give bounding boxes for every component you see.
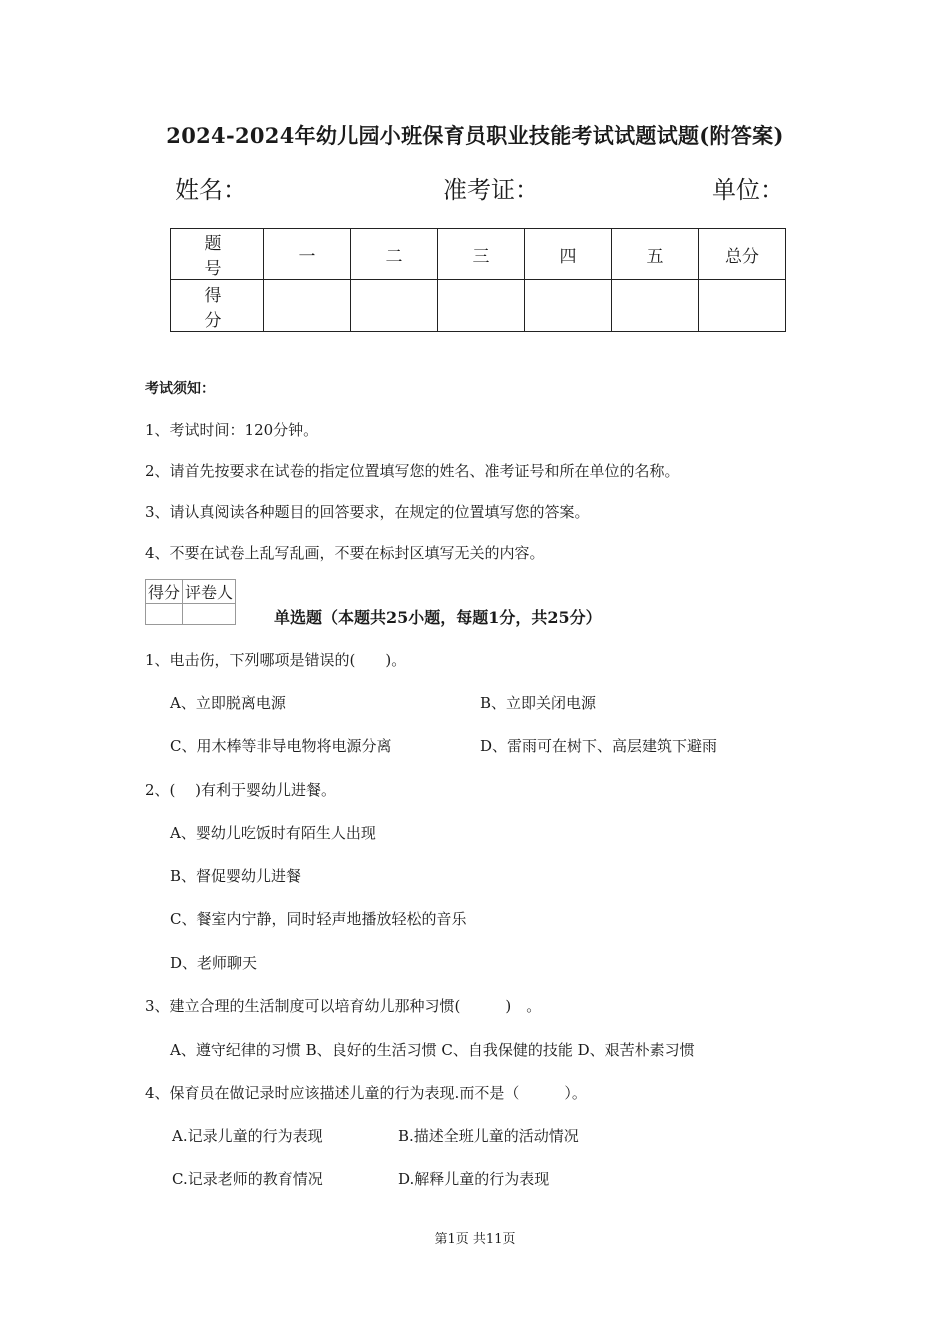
grader-name-cell[interactable] [183,604,236,625]
score-table-header-row [171,229,786,280]
option: D、雷雨可在树下、高层建筑下避雨 [480,737,718,755]
option: B.描述全班儿童的活动情况 [398,1127,579,1145]
score-table-col-total: 总分 [699,229,786,280]
score-table-col-2: 二 [351,229,438,280]
score-cell-4[interactable] [525,280,612,332]
option: A、遵守纪律的习惯 B、良好的生活习惯 C、自我保健的技能 D、艰苦朴素习惯 [170,1041,695,1059]
question-stem: 2、( )有利于婴幼儿进餐。 [145,781,337,799]
score-table-col-5: 五 [612,229,699,280]
note-item: 2、请首先按要求在试卷的指定位置填写您的姓名、准考证号和所在单位的名称。 [145,462,680,480]
page-footer: 第1页 共11页 [434,1232,516,1247]
question-stem: 1、电击伤，下列哪项是错误的( )。 [145,651,407,669]
score-table-question-label: 题 号 [171,229,264,280]
unit-field-label: 单位： [712,176,784,204]
option: A、立即脱离电源 [170,694,286,712]
score-table-col-3: 三 [438,229,525,280]
note-item: 3、请认真阅读各种题目的回答要求，在规定的位置填写您的答案。 [145,503,590,521]
score-table-score-label: 得 分 [171,280,264,332]
grader-score-label: 得分 [146,580,183,604]
grader-box [145,579,236,625]
score-cell-5[interactable] [612,280,699,332]
option: B、督促婴幼儿进餐 [170,867,302,885]
score-table-score-row [171,280,786,332]
question-stem: 3、建立合理的生活制度可以培育幼儿那种习惯( ) 。 [145,997,542,1015]
option: D.解释儿童的行为表现 [398,1170,550,1188]
option: A、婴幼儿吃饭时有陌生人出现 [170,824,376,842]
grader-score-cell[interactable] [146,604,183,625]
score-cell-1[interactable] [264,280,351,332]
option: D、老师聊天 [170,954,258,972]
grader-name-label: 评卷人 [183,580,236,604]
note-item: 4、不要在试卷上乱写乱画，不要在标封区填写无关的内容。 [145,544,545,562]
option: C、用木棒等非导电物将电源分离 [170,737,392,755]
section-title: 单选题（本题共25小题，每题1分，共25分） [274,608,602,627]
note-item: 1、考试时间：120分钟。 [145,421,319,439]
score-cell-3[interactable] [438,280,525,332]
option: C、餐室内宁静，同时轻声地播放轻松的音乐 [170,910,467,928]
name-field-label: 姓名： [175,176,247,204]
exam-id-field-label: 准考证： [443,176,539,204]
score-table-col-4: 四 [525,229,612,280]
document-title: 2024-2024年幼儿园小班保育员职业技能考试试题试题(附答案) [166,123,784,148]
score-cell-total[interactable] [699,280,786,332]
score-table-col-1: 一 [264,229,351,280]
option: C.记录老师的教育情况 [172,1170,323,1188]
score-table [170,228,786,332]
question-stem: 4、保育员在做记录时应该描述儿童的行为表现.而不是（ ）。 [145,1084,587,1102]
option: B、立即关闭电源 [480,694,597,712]
notes-title: 考试须知： [145,381,215,397]
option: A.记录儿童的行为表现 [172,1127,323,1145]
score-cell-2[interactable] [351,280,438,332]
